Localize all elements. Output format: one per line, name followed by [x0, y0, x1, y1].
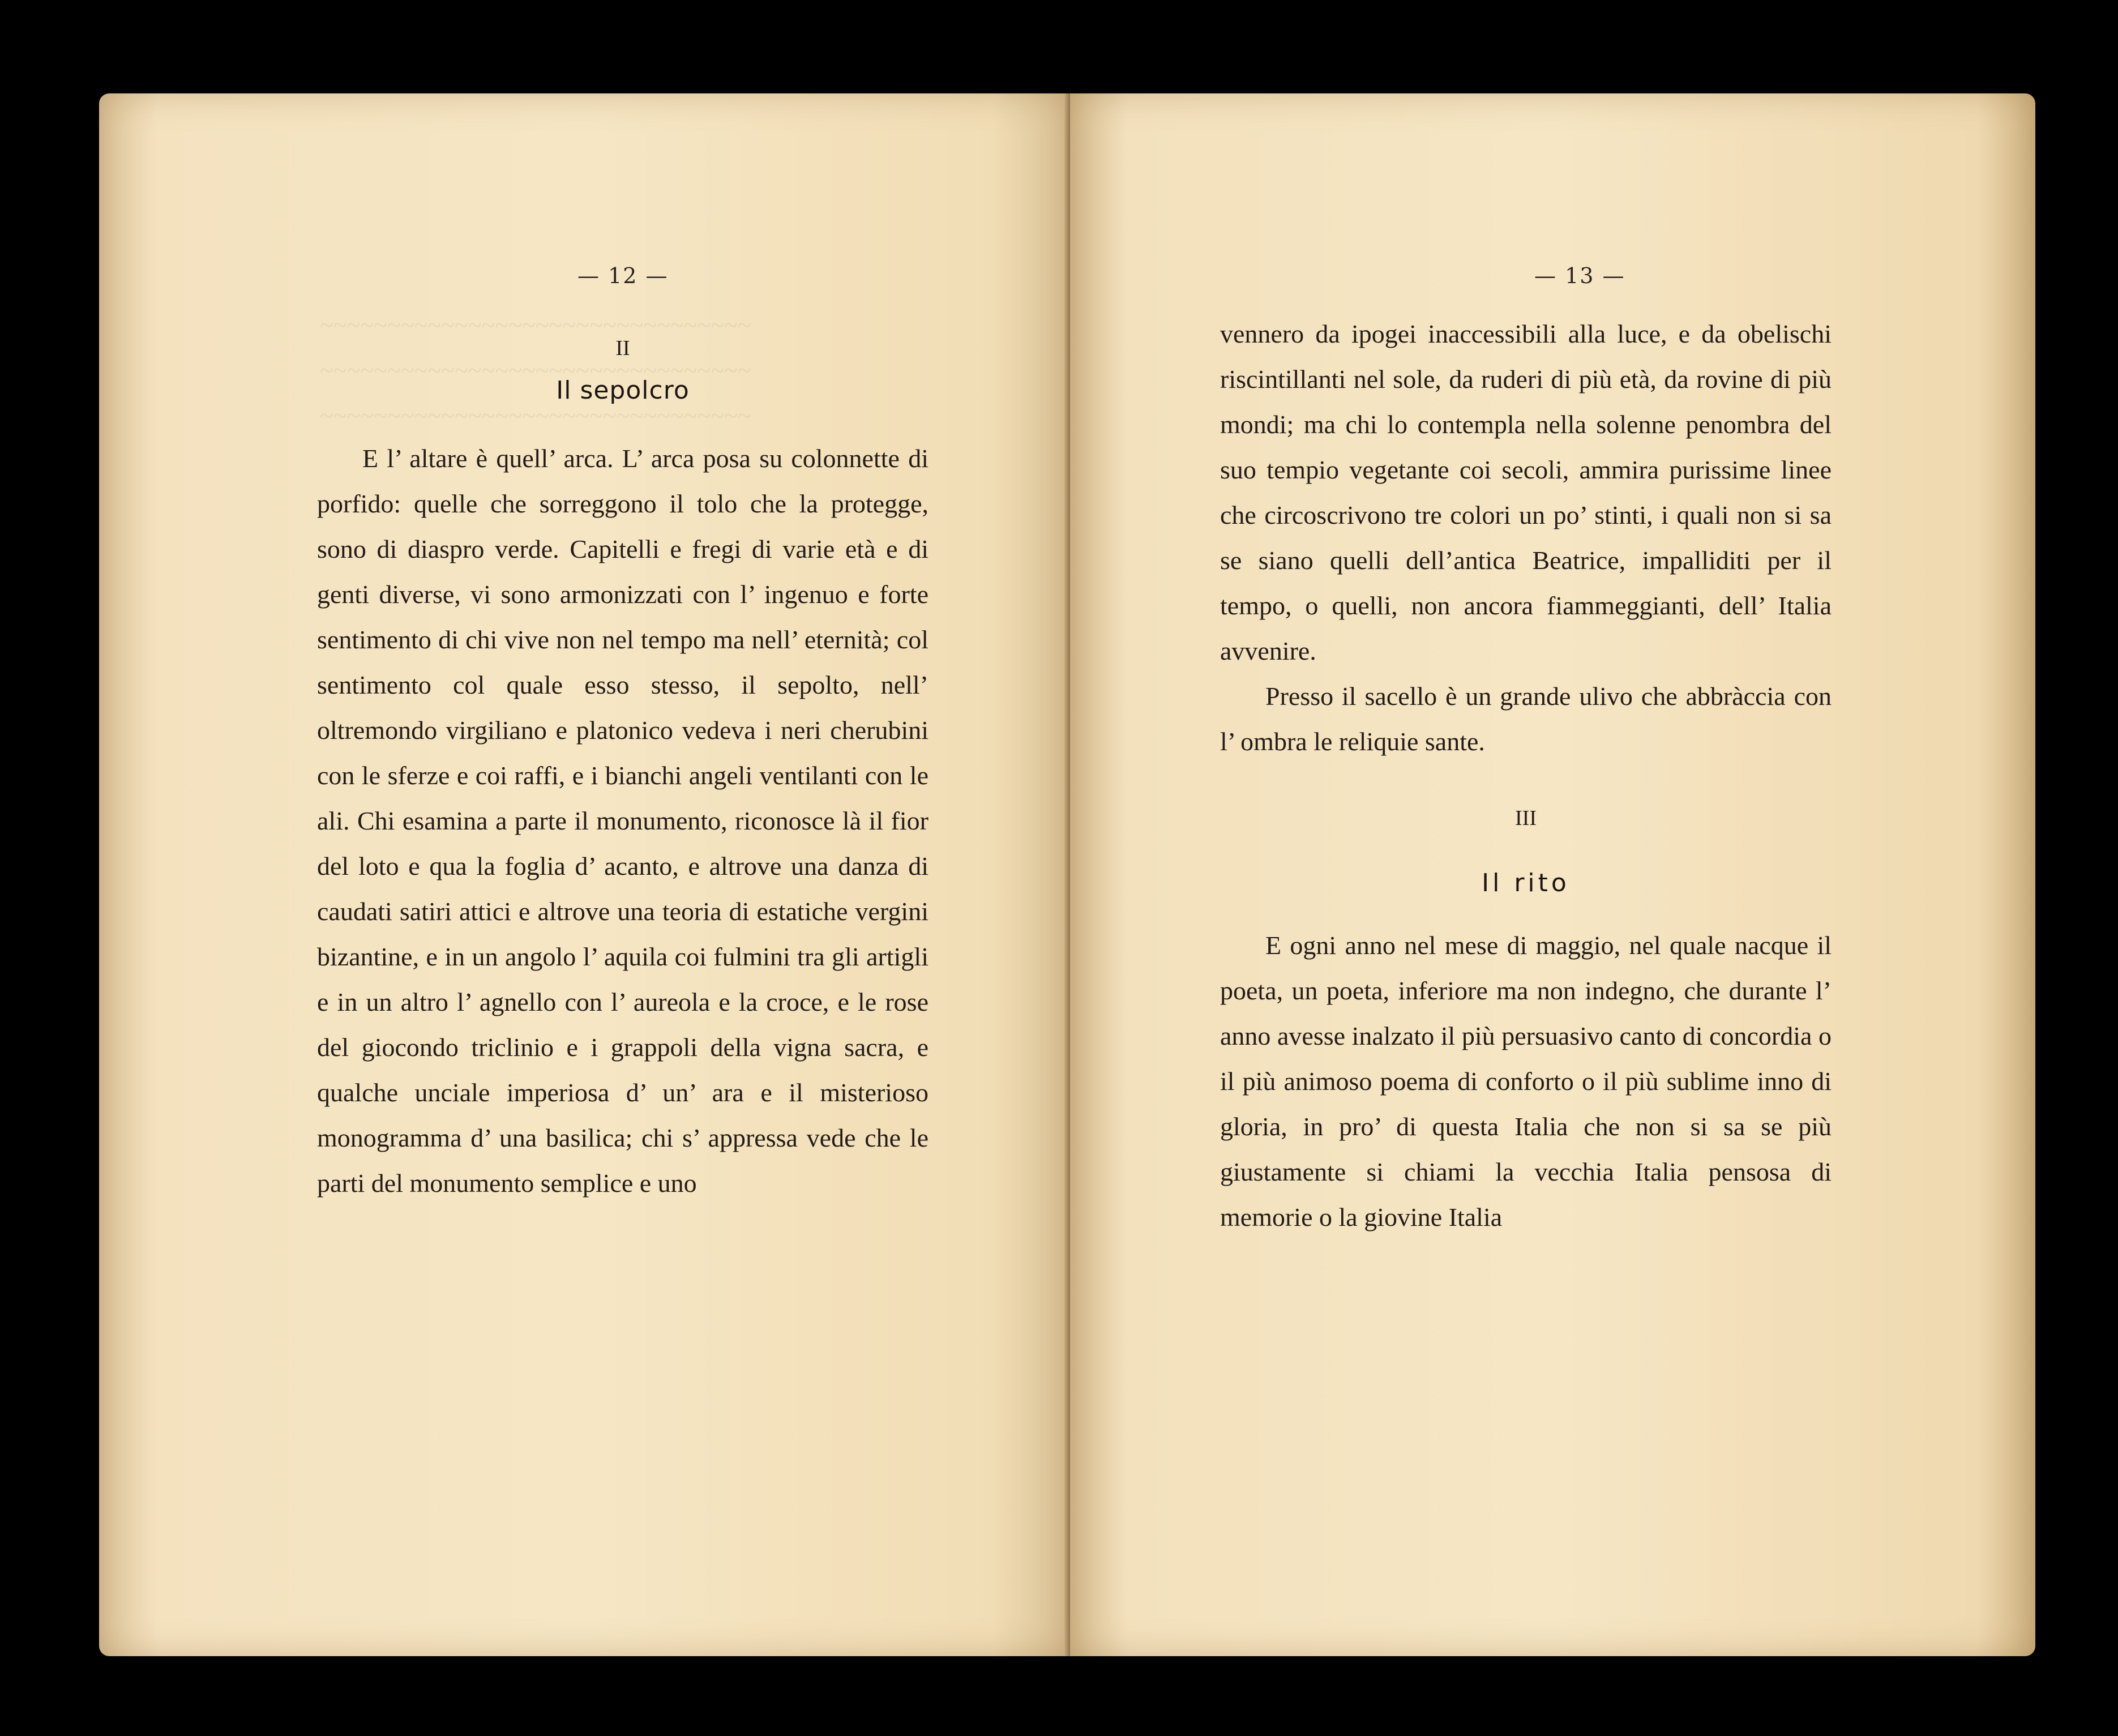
section-numeral-II: II: [615, 336, 630, 360]
open-book: [99, 93, 2035, 1656]
right-paragraph-3: E ogni anno nel mese di maggio, nel quale nacque il poeta, un poeta, inferiore ma non indegno, che durante l’ anno avesse inalzato il più persuasivo canto di concordia o il più animoso poema di conforto o il più sublime inno di gloria, in pro’ di questa Italia che non si sa se più giustamente si chiami la vecchia Italia pensosa di memorie o la giovine Italia: [1220, 931, 1832, 1232]
right-text-block: [1220, 311, 1832, 1240]
section-title-rito: Il rito: [1482, 869, 1570, 897]
right-paragraph-1: vennero da ipogei inaccessibili alla luce, e da obelischi riscintillanti nel sole, da ruderi di più età, da rovine di più mondi; ma chi lo contempla nella solenne penombra del suo tempio vegetante coi secoli, ammira purissime linee che circoscrivono tre colori un po’ stinti, i quali non si sa se siano quelli dell’antica Beatrice, impalliditi per il tempo, o quelli, non ancora fiammeggianti, dell’ Italia avvenire.: [1220, 319, 1832, 665]
section-title-sepolcro: Il sepolcro: [556, 376, 690, 405]
right-paragraph-2: Presso il sacello è un grande ulivo che abbràccia con l’ ombra le reliquie sante.: [1220, 682, 1832, 756]
left-paragraph: E l’ altare è quell’ arca. L’ arca posa su colonnette di porfido: quelle che sorreggono il tolo che la protegge, sono di diaspro verde. Capitelli e fregi di varie età e di genti diverse, vi sono armonizzati con l’ ingenuo e forte sentimento di chi vive non nel tempo ma nell’ eternità; col sentimento col quale esso stesso, il sepolto, nell’ oltremondo virgiliano e platonico vedeva i neri cherubini con le sferze e coi raffi, e i bianchi angeli ventilanti con le ali. Chi esamina a parte il monumento, riconosce là il fior del loto e qua la foglia d’ acanto, e altrove una danza di caudati satiri attici e altrove una teoria di estatiche vergini bizantine, e in un angolo l’ aquila coi fulmini tra gli artigli e in un altro l’ agnello con l’ aureola e la croce, e le rose del giocondo triclinio e i grappoli della vigna sacra, e qualche unciale imperiosa d’ un’ ara e il misterioso monogramma d’ una basilica; chi s’ appressa vede che le parti del monumento semplice e uno: [317, 444, 929, 1198]
page-number-12: — 12 —: [577, 263, 669, 288]
page-number-13: — 13 —: [1534, 263, 1625, 288]
section-numeral-III: III: [1515, 806, 1537, 830]
bleed-through-text: ~~~~~~~~~~~~~~~~~~~~~~~~~~~~~~~~ ~~~~~~~~~~~~~~~~~~~~~~~~~~~~~~~~ ~~~~~~~~~~~~~~~~~~~~~~~~~~~~~~~~: [320, 311, 751, 430]
right-page: [1070, 93, 2035, 1656]
left-page: [99, 93, 1070, 1656]
left-text-block: [317, 328, 929, 1206]
